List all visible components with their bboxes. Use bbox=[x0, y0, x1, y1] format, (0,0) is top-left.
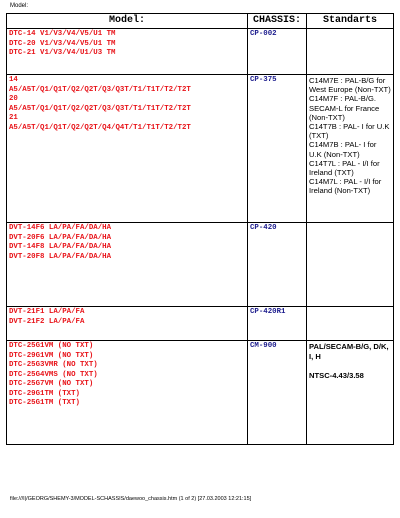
header-chassis: CHASSIS: bbox=[248, 14, 307, 29]
model-cell bbox=[7, 307, 248, 341]
model-line: DVT-20F8 LA/PA/FA/DA/HA bbox=[9, 252, 112, 261]
standard-entry: PAL/SECAM-B/G, D/K, I, H bbox=[309, 342, 389, 361]
table-row bbox=[7, 341, 394, 445]
model-line: DVT-21F2 LA/PA/FA bbox=[9, 317, 85, 326]
model-line: DVT-20F6 LA/PA/FA/DA/HA bbox=[9, 233, 112, 242]
model-line: 20 bbox=[9, 95, 18, 103]
model-line: DTC-25G3VMR (NO TXT) bbox=[9, 361, 98, 369]
file-path-footer: file:///I|/GEORG/SHEMY-3/MODEL-SCHASSIS/daewoo_chassis.htm (1 of 2) [27.03.2003 12:21:15] bbox=[10, 496, 252, 502]
page-header-label: Model: bbox=[10, 3, 29, 9]
model-line: DTC-25G7VM (NO TXT) bbox=[9, 380, 94, 388]
model-line: 21 bbox=[9, 114, 18, 122]
table-row bbox=[7, 75, 394, 223]
model-line: DTC-20 V1/V3/V4/V5/U1 TM bbox=[9, 39, 116, 48]
model-line: DTC-21 V1/V3/V4/U1/U3 TM bbox=[9, 49, 116, 57]
model-cell bbox=[7, 75, 248, 223]
standards-cell bbox=[307, 341, 394, 445]
header-standards: Standarts bbox=[307, 14, 394, 29]
standard-entry: C14M7L : PAL - I/I for Ireland (Non-TXT) bbox=[309, 177, 382, 196]
chassis-cell bbox=[248, 223, 307, 307]
standard-entry: C14T7L : PAL - I/I for Ireland (TXT) bbox=[309, 158, 380, 178]
model-line: A5/A5T/Q1/Q1T/Q2/Q2T/Q3/Q3T/T1/T1T/T2/T2T bbox=[9, 104, 191, 113]
table-row bbox=[7, 223, 394, 307]
model-line: DTC-25G1TM (TXT) bbox=[9, 399, 80, 407]
model-line: A5/A5T/Q1/Q1T/Q2/Q2T/Q3/Q3T/T1/T1T/T2/T2T bbox=[9, 85, 191, 94]
standards-cell bbox=[307, 29, 394, 75]
table-row bbox=[7, 307, 394, 341]
table-header-row bbox=[7, 14, 394, 29]
model-line: DVT-14F6 LA/PA/FA/DA/HA bbox=[9, 224, 112, 232]
model-line: DVT-14F8 LA/PA/FA/DA/HA bbox=[9, 243, 112, 251]
chassis-cell bbox=[248, 29, 307, 75]
model-line: A5/A5T/Q1/Q1T/Q2/Q2T/Q4/Q4T/T1/T1T/T2/T2T bbox=[9, 123, 191, 132]
standards-cell bbox=[307, 307, 394, 341]
model-cell bbox=[7, 341, 248, 445]
standard-entry: NTSC-4.43/3.58 bbox=[309, 371, 364, 380]
chassis-code: CP-375 bbox=[250, 76, 277, 84]
chassis-code: CM-900 bbox=[250, 342, 277, 350]
model-line: DVT-21F1 LA/PA/FA bbox=[9, 308, 85, 316]
chassis-code: CP-420 bbox=[250, 224, 277, 232]
model-line: DTC-29G1VM (NO TXT) bbox=[9, 351, 94, 360]
chassis-cell bbox=[248, 307, 307, 341]
chassis-cell bbox=[248, 75, 307, 223]
model-cell bbox=[7, 29, 248, 75]
model-cell bbox=[7, 223, 248, 307]
chassis-code: CP-420R1 bbox=[250, 308, 286, 316]
chassis-cell bbox=[248, 341, 307, 445]
model-line: DTC-25G1VM (NO TXT) bbox=[9, 342, 94, 350]
header-model: Model: bbox=[7, 14, 248, 29]
standard-entry: C14M7F : PAL-B/G. SECAM-L for France (Non-TXT) bbox=[309, 94, 380, 122]
model-line: 14 bbox=[9, 76, 18, 84]
standards-cell bbox=[307, 223, 394, 307]
model-line: DTC-25G4VMS (NO TXT) bbox=[9, 370, 98, 379]
model-chassis-table bbox=[6, 13, 394, 445]
chassis-code: CP-002 bbox=[250, 30, 277, 38]
standard-entry: C14M7E : PAL-B/G for West Europe (Non-TXT) bbox=[309, 76, 391, 95]
model-line: DTC-29G1TM (TXT) bbox=[9, 389, 80, 398]
standard-entry: C14M7B : PAL- I for U.K (Non-TXT) bbox=[309, 140, 377, 159]
standards-cell bbox=[307, 75, 394, 223]
standard-entry: C14T7B : PAL- I for U.K (TXT) bbox=[309, 122, 390, 141]
table-row bbox=[7, 29, 394, 75]
model-line: DTC-14 V1/V3/V4/V5/U1 TM bbox=[9, 30, 116, 38]
